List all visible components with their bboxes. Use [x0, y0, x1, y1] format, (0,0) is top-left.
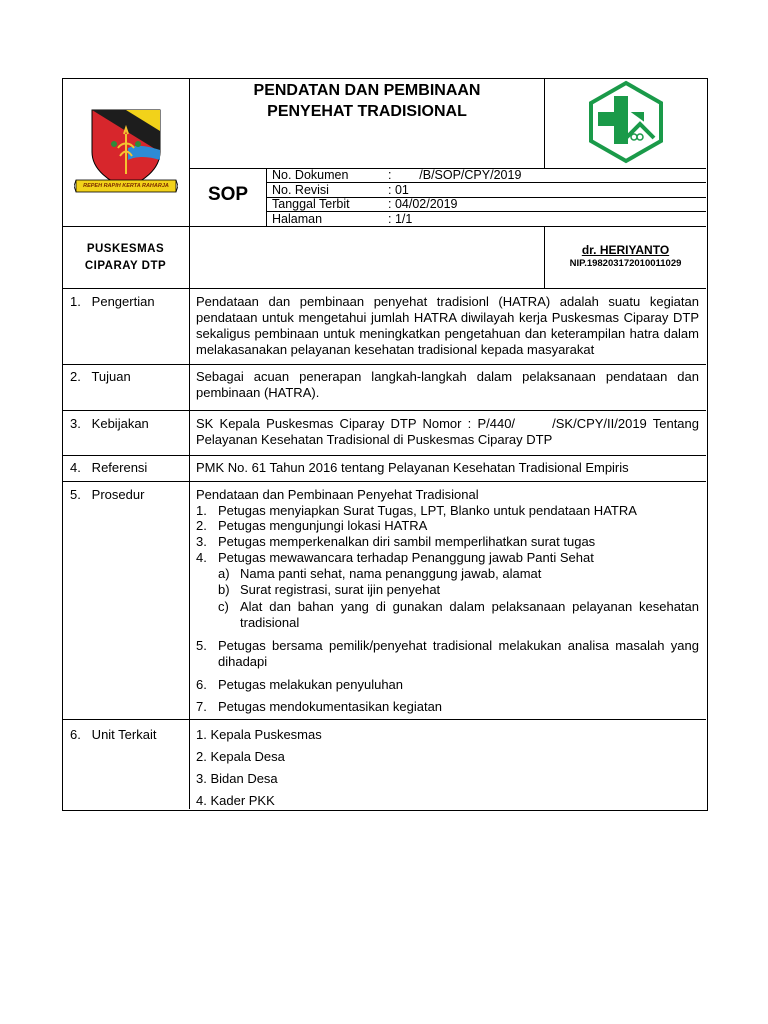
prosedur-step: [196, 638, 699, 670]
step-number: 5.: [196, 638, 207, 653]
puskesmas-logo-icon: [584, 80, 668, 164]
step-number: 1.: [196, 503, 207, 518]
substep-text: Surat registrasi, surat ijin penyehat: [240, 582, 441, 597]
prosedur-step: [196, 518, 699, 534]
emblem-motto: REPEH RAPIH KERTA RAHARJA: [83, 183, 169, 189]
step-number: 4.: [196, 550, 207, 565]
meta-value-revision: : 01: [388, 183, 409, 197]
meta-value-publish-date: : 04/02/2019: [388, 197, 458, 211]
unit-item: 4. Kader PKK: [196, 793, 275, 808]
title-line-1: PENDATAN DAN PEMBINAAN: [253, 82, 481, 99]
prosedur-substep: [218, 566, 699, 582]
prosedur-substep: [218, 599, 699, 631]
prosedur-step: [196, 550, 699, 566]
divider-row5: [62, 719, 706, 720]
divider-signer: [544, 226, 545, 288]
sop-label: SOP: [207, 184, 249, 205]
divider-org-bottom: [62, 288, 706, 289]
label-kebijakan: 3. Kebijakan: [70, 416, 149, 431]
divider-row2: [62, 410, 706, 411]
divider-meta-row1: [266, 182, 706, 183]
step-text: Petugas mewawancara terhadap Penanggung jawab Panti Sehat: [218, 550, 594, 565]
prosedur-step: [196, 534, 699, 550]
organization-line-1: PUSKESMAS: [86, 243, 165, 255]
substep-text: Alat dan bahan yang di gunakan dalam pelaksanaan pelayanan kesehatan tradisional: [240, 599, 699, 630]
signer-name: dr. HERIYANTO: [581, 243, 670, 257]
step-text: Petugas mendokumentasikan kegiatan: [218, 699, 443, 714]
prosedur-step: [196, 503, 699, 519]
title-line-2: PENYEHAT TRADISIONAL: [267, 103, 467, 120]
document-title: [190, 80, 544, 122]
prosedur-step: [196, 699, 699, 715]
organization-line-2: CIPARAY DTP: [84, 260, 167, 272]
meta-value-document-number: : /B/SOP/CPY/2019: [388, 168, 522, 182]
divider-row3: [62, 455, 706, 456]
step-text: Petugas menyiapkan Surat Tugas, LPT, Blanko untuk pendataan HATRA: [218, 503, 637, 518]
puskesmas-logo: [584, 80, 668, 164]
meta-label-publish-date: Tanggal Terbit: [272, 197, 350, 211]
label-prosedur: 5. Prosedur: [70, 487, 145, 502]
meta-value-page: : 1/1: [388, 212, 413, 226]
organization-name: [62, 241, 189, 275]
prosedur-intro: Pendataan dan Pembinaan Penyehat Tradisional: [196, 487, 479, 502]
step-number: 2.: [196, 518, 207, 533]
divider-header-right: [544, 78, 545, 168]
text-tujuan: Sebagai acuan penerapan langkah-langkah dalam pelaksanaan pendataan dan pembinaan (HATRA).: [196, 369, 699, 400]
label-pengertian: 1. Pengertian: [70, 294, 155, 309]
step-text: Petugas bersama pemilik/penyehat tradisional melakukan analisa masalah yang dihadapi: [218, 638, 699, 669]
meta-label-revision: No. Revisi: [272, 183, 329, 197]
label-unit-terkait: 6. Unit Terkait: [70, 727, 157, 742]
substep-text: Nama panti sehat, nama penanggung jawab, alamat: [240, 566, 542, 581]
text-kebijakan: SK Kepala Puskesmas Ciparay DTP Nomor : P/440/ /SK/CPY/II/2019 Tentang Pelayanan Kesehatan Tradisional di Puskesmas Ciparay DTP: [196, 416, 703, 447]
step-number: 6.: [196, 677, 207, 692]
divider-header-bottom: [62, 226, 706, 227]
divider-row4: [62, 481, 706, 482]
prosedur-step: [196, 677, 699, 693]
step-number: 7.: [196, 699, 207, 714]
signer-nip: NIP.198203172010011029: [569, 258, 682, 269]
step-text: Petugas mengunjungi lokasi HATRA: [218, 518, 428, 533]
divider-row1: [62, 364, 706, 365]
text-referensi: PMK No. 61 Tahun 2016 tentang Pelayanan Kesehatan Tradisional Empiris: [196, 460, 629, 475]
substep-letter: c): [218, 599, 229, 614]
divider-meta-row3: [266, 211, 706, 212]
step-number: 3.: [196, 534, 207, 549]
unit-item: 2. Kepala Desa: [196, 749, 285, 764]
regency-emblem: [74, 104, 178, 196]
substep-letter: b): [218, 582, 230, 597]
label-referensi: 4. Referensi: [70, 460, 148, 475]
substep-letter: a): [218, 566, 230, 581]
label-tujuan: 2. Tujuan: [70, 369, 131, 384]
prosedur-substep: [218, 582, 699, 598]
unit-item: 1. Kepala Puskesmas: [196, 727, 322, 742]
unit-item: 3. Bidan Desa: [196, 771, 278, 786]
step-text: Petugas melakukan penyuluhan: [218, 677, 404, 692]
step-text: Petugas memperkenalkan diri sambil memperlihatkan surat tugas: [218, 534, 596, 549]
text-pengertian: Pendataan dan pembinaan penyehat tradisionl (HATRA) adalah suatu kegiatan pendataan untuk mengetahui jumlah HATRA diwilayah kerja Puskesmas Ciparay DTP sekaligus pembinaan untuk meningkatkan pengetahuan dan keterampilan hatra dalam melakasanakan pelayanan kesehatan tradisional kepada masyarakat: [196, 294, 699, 357]
meta-label-page: Halaman: [272, 212, 323, 226]
meta-label-document-number: No. Dokumen: [272, 168, 349, 182]
